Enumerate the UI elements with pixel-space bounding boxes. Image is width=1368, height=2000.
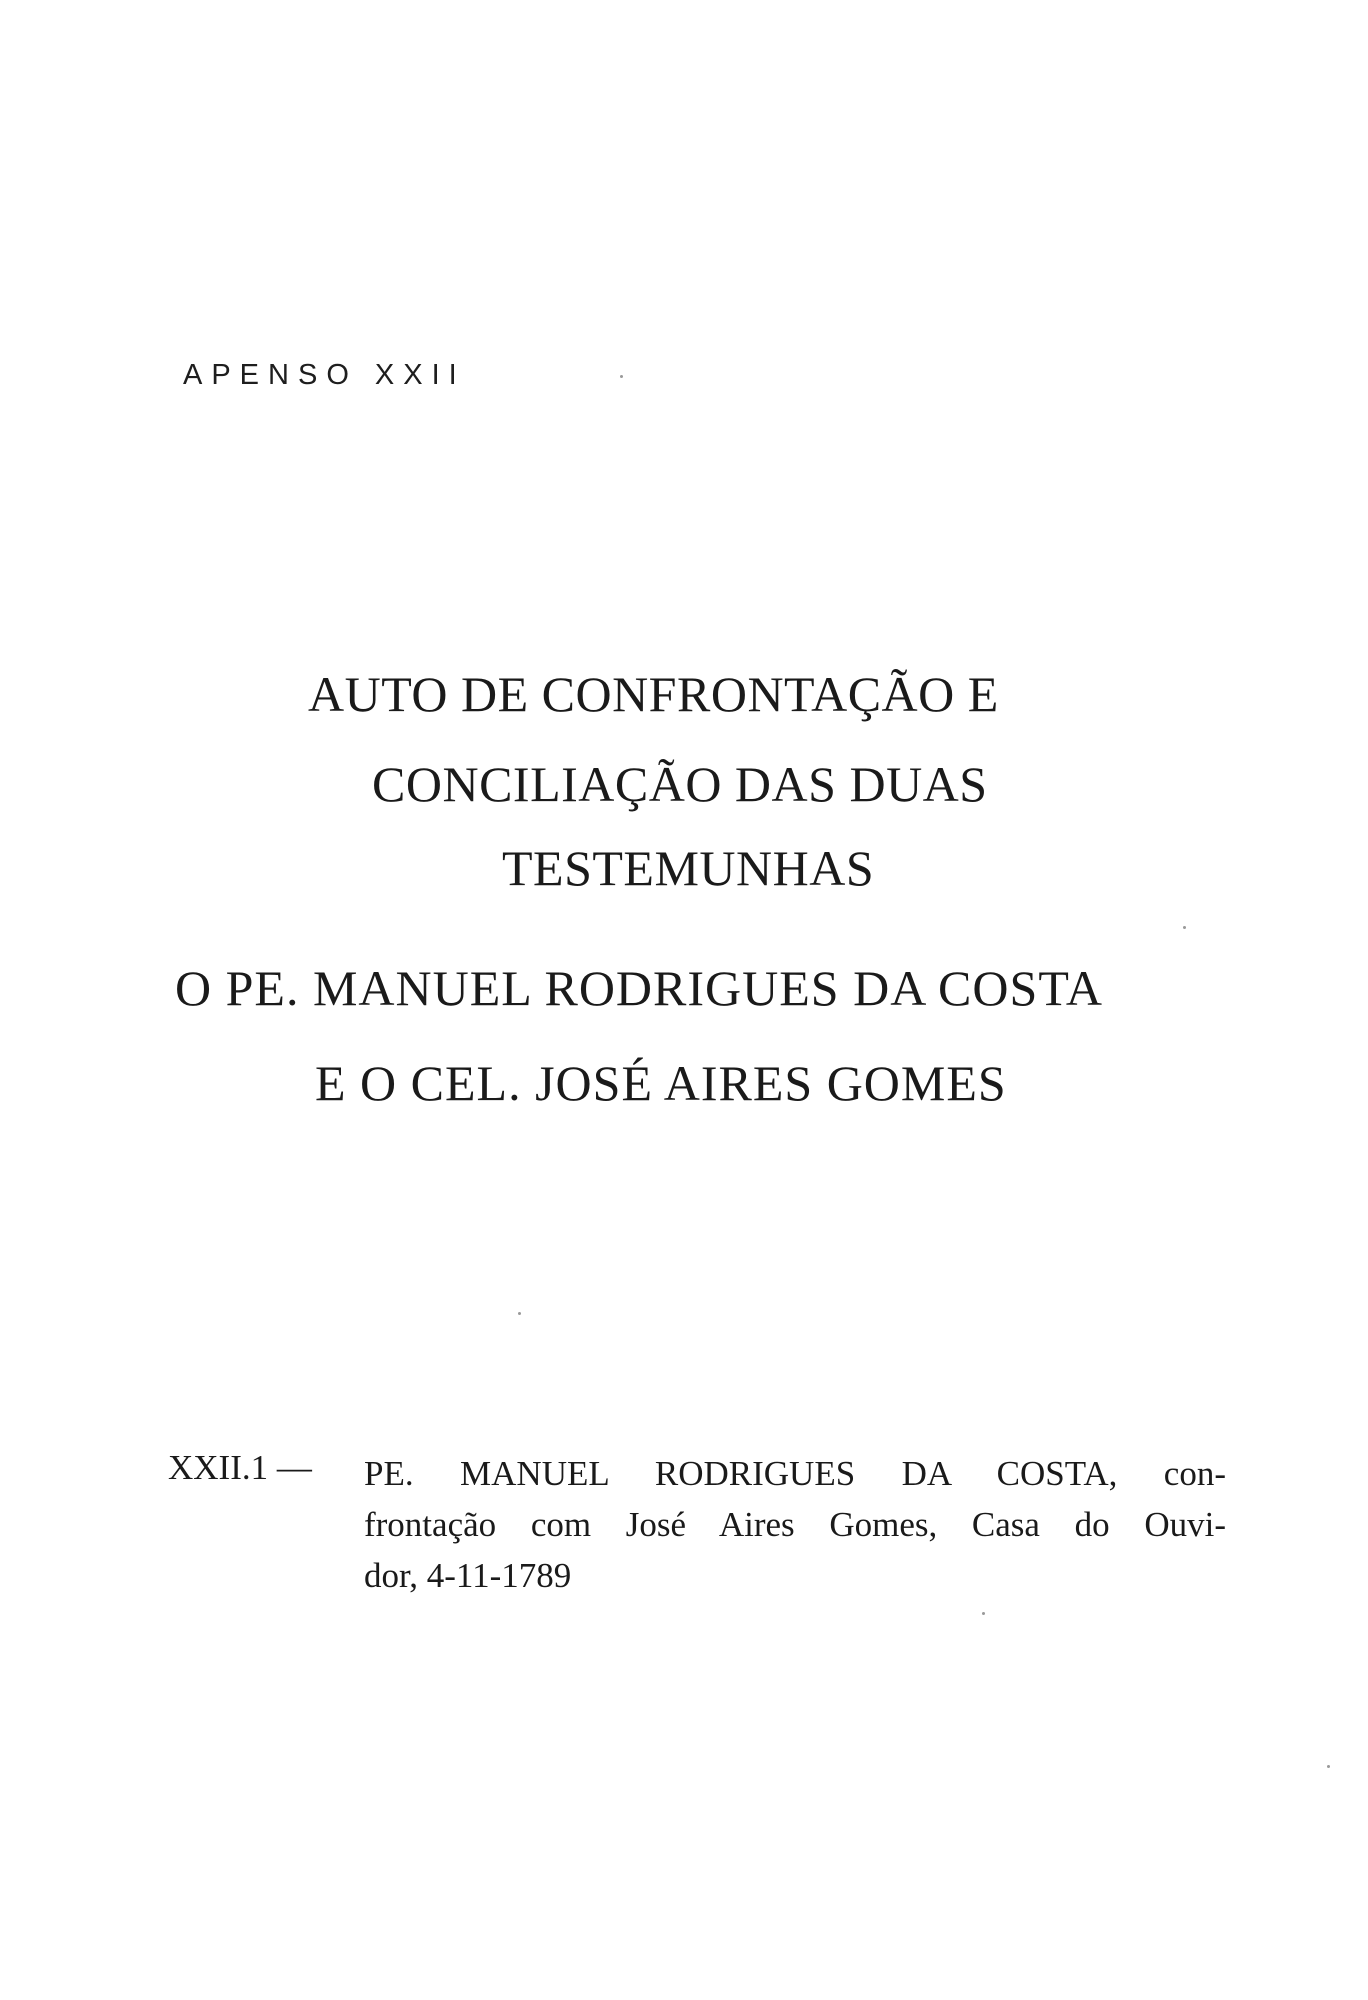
- entry-line-1: PE. MANUEL RODRIGUES DA COSTA, con-: [364, 1454, 1226, 1493]
- entry-line-2: frontação com José Aires Gomes, Casa do Ouvi-: [364, 1505, 1226, 1544]
- entry-line-3: dor, 4-11-1789: [364, 1556, 572, 1595]
- title-line-5: E O CEL. JOSÉ AIRES GOMES: [315, 1055, 1007, 1111]
- title-line-4: O PE. MANUEL RODRIGUES DA COSTA: [175, 960, 1103, 1016]
- entry-number: XXII.1 —: [168, 1448, 312, 1487]
- entry-description: [364, 1448, 1226, 1601]
- appendix-label: APENSO XXII: [183, 359, 466, 391]
- title-line-3: TESTEMUNHAS: [502, 840, 875, 896]
- title-line-1: AUTO DE CONFRONTAÇÃO E: [308, 666, 999, 722]
- title-line-2: CONCILIAÇÃO DAS DUAS: [372, 756, 988, 812]
